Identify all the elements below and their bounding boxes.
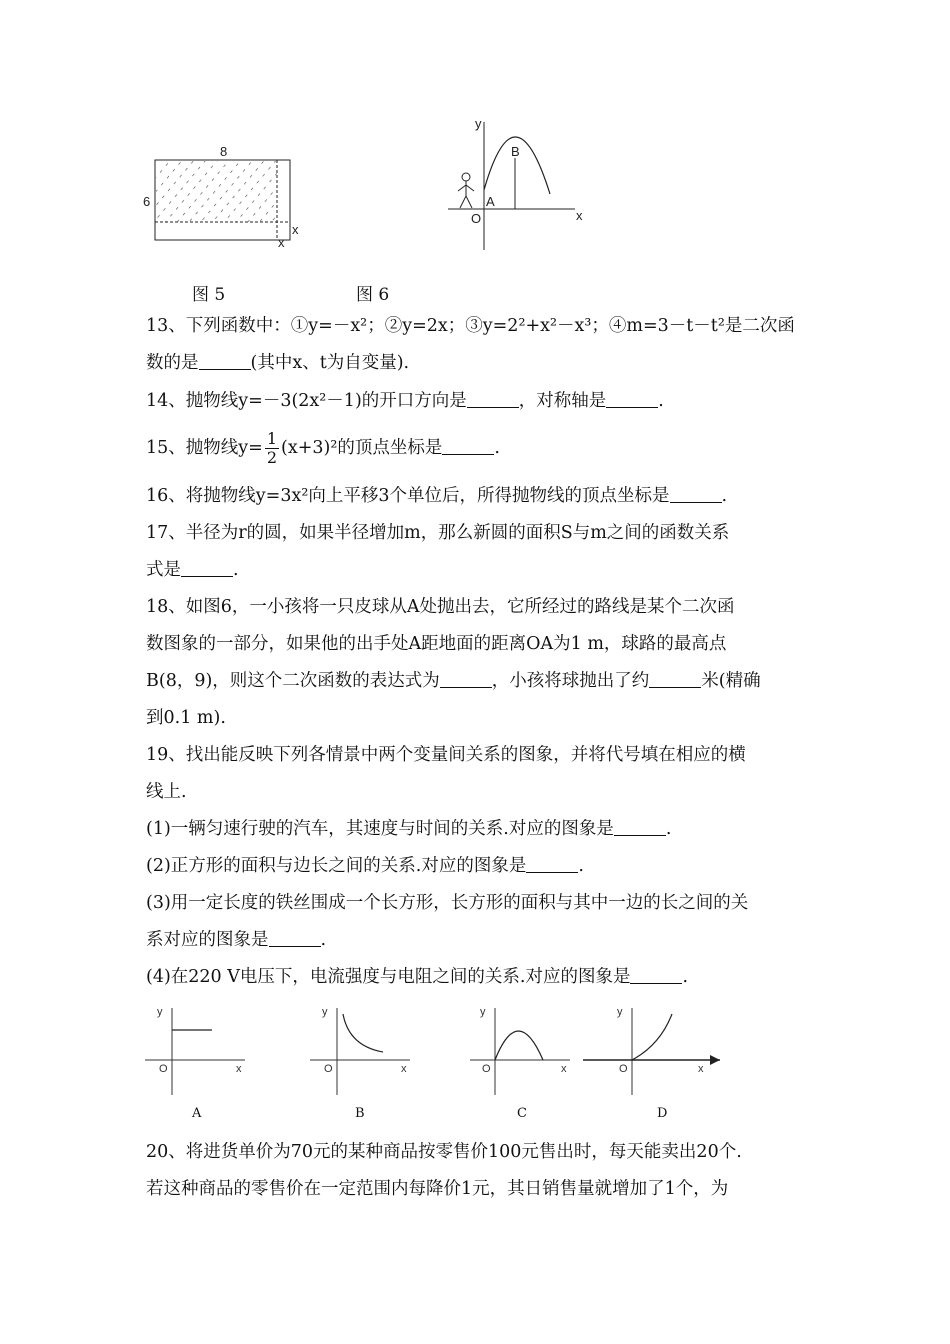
q18-blank-2[interactable] bbox=[649, 670, 701, 689]
q19-blank-3[interactable] bbox=[269, 929, 321, 948]
q15-blank[interactable] bbox=[442, 437, 494, 456]
fig5-dim-top: 8 bbox=[220, 144, 228, 159]
question-15: 15、抛物线y= $\frac{1}{2}$ (x+3)²的顶点坐标是 . bbox=[146, 429, 500, 467]
graph-c-caption: C bbox=[517, 1106, 527, 1121]
figure-5 bbox=[140, 140, 310, 250]
graph-d-caption: D bbox=[657, 1106, 668, 1121]
question-17 bbox=[146, 515, 816, 589]
graph-c-y: y bbox=[480, 1006, 486, 1018]
graph-b-x: x bbox=[401, 1063, 407, 1075]
fig5-label: 图 5 bbox=[192, 285, 226, 305]
fig5-dim-left: 6 bbox=[143, 194, 151, 209]
graph-a bbox=[140, 1000, 260, 1100]
graph-a-o: O bbox=[159, 1063, 168, 1075]
graph-d-o: O bbox=[619, 1063, 628, 1075]
q18-line2: 数图象的一部分，如果他的出手处A距地面的距离OA为1 m，球路的最高点 bbox=[146, 634, 727, 654]
q19-part-3-line1: (3)用一定长度的铁丝围成一个长方形，长方形的面积与其中一边的长之间的关 bbox=[146, 893, 749, 913]
q19-line1: 19、找出能反映下列各情景中两个变量间关系的图象，并将代号填在相应的横 bbox=[146, 745, 746, 765]
fig5-dim-right: x bbox=[292, 222, 299, 237]
q14-blank-1[interactable] bbox=[467, 390, 519, 409]
figure-6 bbox=[440, 112, 600, 252]
q17-line1: 17、半径为r的圆，如果半径增加m，那么新圆的面积S与m之间的函数关系 bbox=[146, 523, 730, 543]
q13-line1: 13、下列函数中：①y=－x²；②y=2x；③y=2²+x²－x³；④m=3－t－t²是二次函 bbox=[146, 316, 795, 336]
question-16: 16、将抛物线y=3x²向上平移3个单位后，所得抛物线的顶点坐标是 . bbox=[146, 486, 728, 506]
graph-b-y: y bbox=[322, 1006, 328, 1018]
question-18 bbox=[146, 589, 816, 737]
fig6-axis-y: y bbox=[475, 116, 482, 131]
q17-line2: 式是 . bbox=[146, 560, 239, 580]
graph-b-caption: B bbox=[355, 1106, 365, 1121]
question-14: 14、抛物线y=－3(2x²－1)的开口方向是 ，对称轴是 . bbox=[146, 391, 664, 411]
q19-part-2: (2)正方形的面积与边长之间的关系.对应的图象是 . bbox=[146, 856, 584, 876]
graph-c-x: x bbox=[561, 1063, 567, 1075]
question-13 bbox=[146, 308, 816, 382]
q13-line2: 数的是 (其中x、t为自变量). bbox=[146, 353, 410, 373]
q19-line2: 线上. bbox=[146, 782, 187, 802]
graph-c bbox=[465, 1000, 585, 1100]
graph-b bbox=[305, 1000, 425, 1100]
graph-b-o: O bbox=[324, 1063, 333, 1075]
fig5-dim-bottom: x bbox=[278, 235, 285, 250]
q20-line1: 20、将进货单价为70元的某种商品按零售价100元售出时，每天能卖出20个. bbox=[146, 1142, 742, 1162]
q18-blank-1[interactable] bbox=[440, 670, 492, 689]
graph-a-caption: A bbox=[192, 1106, 202, 1121]
q20-line2: 若这种商品的零售价在一定范围内每降价1元，其日销售量就增加了1个，为 bbox=[146, 1179, 729, 1199]
question-20 bbox=[146, 1134, 816, 1208]
q18-line1: 18、如图6，一小孩将一只皮球从A处抛出去，它所经过的路线是某个二次函 bbox=[146, 597, 735, 617]
q17-blank[interactable] bbox=[181, 559, 233, 578]
fig6-axis-x: x bbox=[576, 208, 583, 223]
fig6-origin: O bbox=[471, 211, 482, 226]
q16-blank[interactable] bbox=[670, 485, 722, 504]
q19-blank-2[interactable] bbox=[526, 855, 578, 874]
q19-blank-1[interactable] bbox=[614, 818, 666, 837]
graph-a-x: x bbox=[236, 1063, 242, 1075]
q19-part-3-line2: 系对应的图象是 . bbox=[146, 930, 327, 950]
graph-a-y: y bbox=[157, 1006, 163, 1018]
q18-line4: 到0.1 m). bbox=[146, 708, 226, 728]
q14-blank-2[interactable] bbox=[606, 390, 658, 409]
q15-fraction: $\frac{1}{2}$ bbox=[266, 429, 278, 467]
q18-line3: B(8，9)，则这个二次函数的表达式为 ，小孩将球抛出了约 米(精确 bbox=[146, 671, 761, 691]
q19-part-4: (4)在220 V电压下，电流强度与电阻之间的关系.对应的图象是 . bbox=[146, 967, 689, 987]
fig6-point-b: B bbox=[511, 144, 520, 159]
q19-blank-4[interactable] bbox=[630, 966, 682, 985]
q19-part-1: (1)一辆匀速行驶的汽车，其速度与时间的关系.对应的图象是 . bbox=[146, 819, 672, 839]
graph-d-y: y bbox=[617, 1006, 623, 1018]
fig6-point-a: A bbox=[486, 194, 495, 209]
question-19 bbox=[146, 737, 816, 996]
fig6-label: 图 6 bbox=[356, 285, 390, 305]
graph-d-x: x bbox=[698, 1063, 704, 1075]
q13-blank[interactable] bbox=[199, 352, 251, 371]
graph-d bbox=[580, 1000, 730, 1100]
graph-c-o: O bbox=[482, 1063, 491, 1075]
